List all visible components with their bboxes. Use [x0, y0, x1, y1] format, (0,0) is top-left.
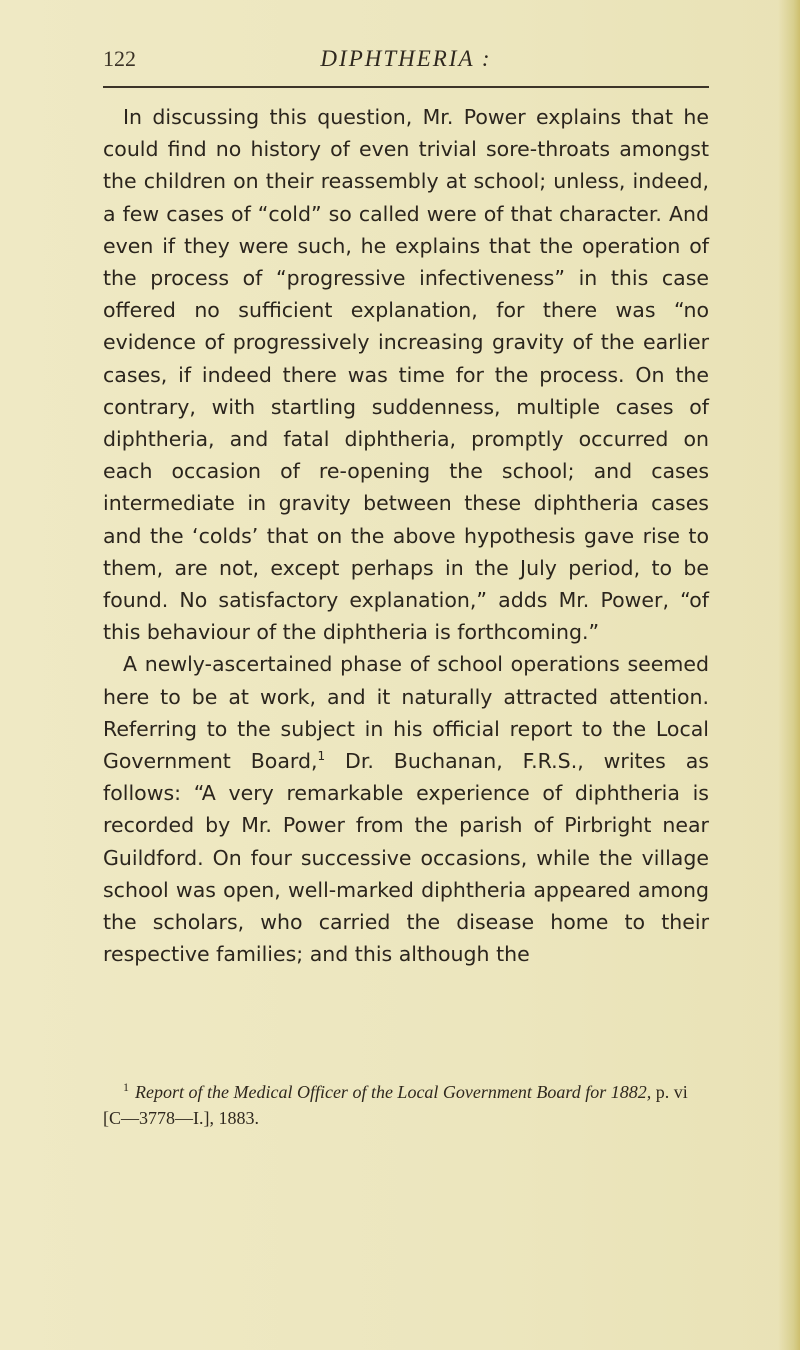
- footnote-marker: 1: [123, 1080, 129, 1094]
- running-title: DIPHTHERIA :: [320, 46, 492, 71]
- body-text: [103, 101, 709, 970]
- footnote-reference: 1: [317, 749, 326, 764]
- page-header: [103, 44, 709, 84]
- paragraph-2-text-b: Dr. Buchanan, F.R.S., writes as follows: “A very remarkable experience of diphtheria is recorded by Mr. Power from the parish of Pirbright near Guildford. On four successive occasions, while the village school was open, well-marked diphtheria appeared among the scholars, who carried the disease home to their respective families; and this although the: [103, 749, 709, 967]
- paragraph-2-text-a: A newly-ascertained phase of school operations seemed here to be at work, and it naturally attracted attention. Referring to the subject in his official report to the Local Government Board,: [103, 652, 709, 774]
- footnote: [103, 1079, 709, 1131]
- page-number: 122: [103, 46, 136, 71]
- paragraph-2: [103, 648, 709, 970]
- paragraph-1: In discussing this question, Mr. Power explains that he could find no history of even trivial sore-throats amongst the children on their reassembly at school; unless, indeed, a few cases of “cold” so called were of that character. And even if they were such, he explains that the operation of the process of “progressive infectiveness” in this case offered no sufficient explanation, for there was “no evidence of progressively increasing gravity of the earlier cases, if indeed there was time for the process. On the contrary, with startling suddenness, multiple cases of diphtheria, and fatal diphtheria, promptly occurred on each occasion of re-opening the school; and cases intermediate in gravity between these diphtheria cases and the ‘colds’ that on the above hypothesis gave rise to them, are not, except perhaps in the July period, to be found. No satisfactory explanation,” adds Mr. Power, “of this behaviour of the diphtheria is forthcoming.”: [103, 105, 709, 645]
- page-edge-shadow: [778, 0, 800, 1350]
- header-rule: [103, 86, 709, 88]
- footnote-citation: p. vi [C—3778—I.], 1883.: [103, 1082, 688, 1128]
- footnote-title: Report of the Medical Officer of the Local Government Board for 1882,: [135, 1082, 652, 1102]
